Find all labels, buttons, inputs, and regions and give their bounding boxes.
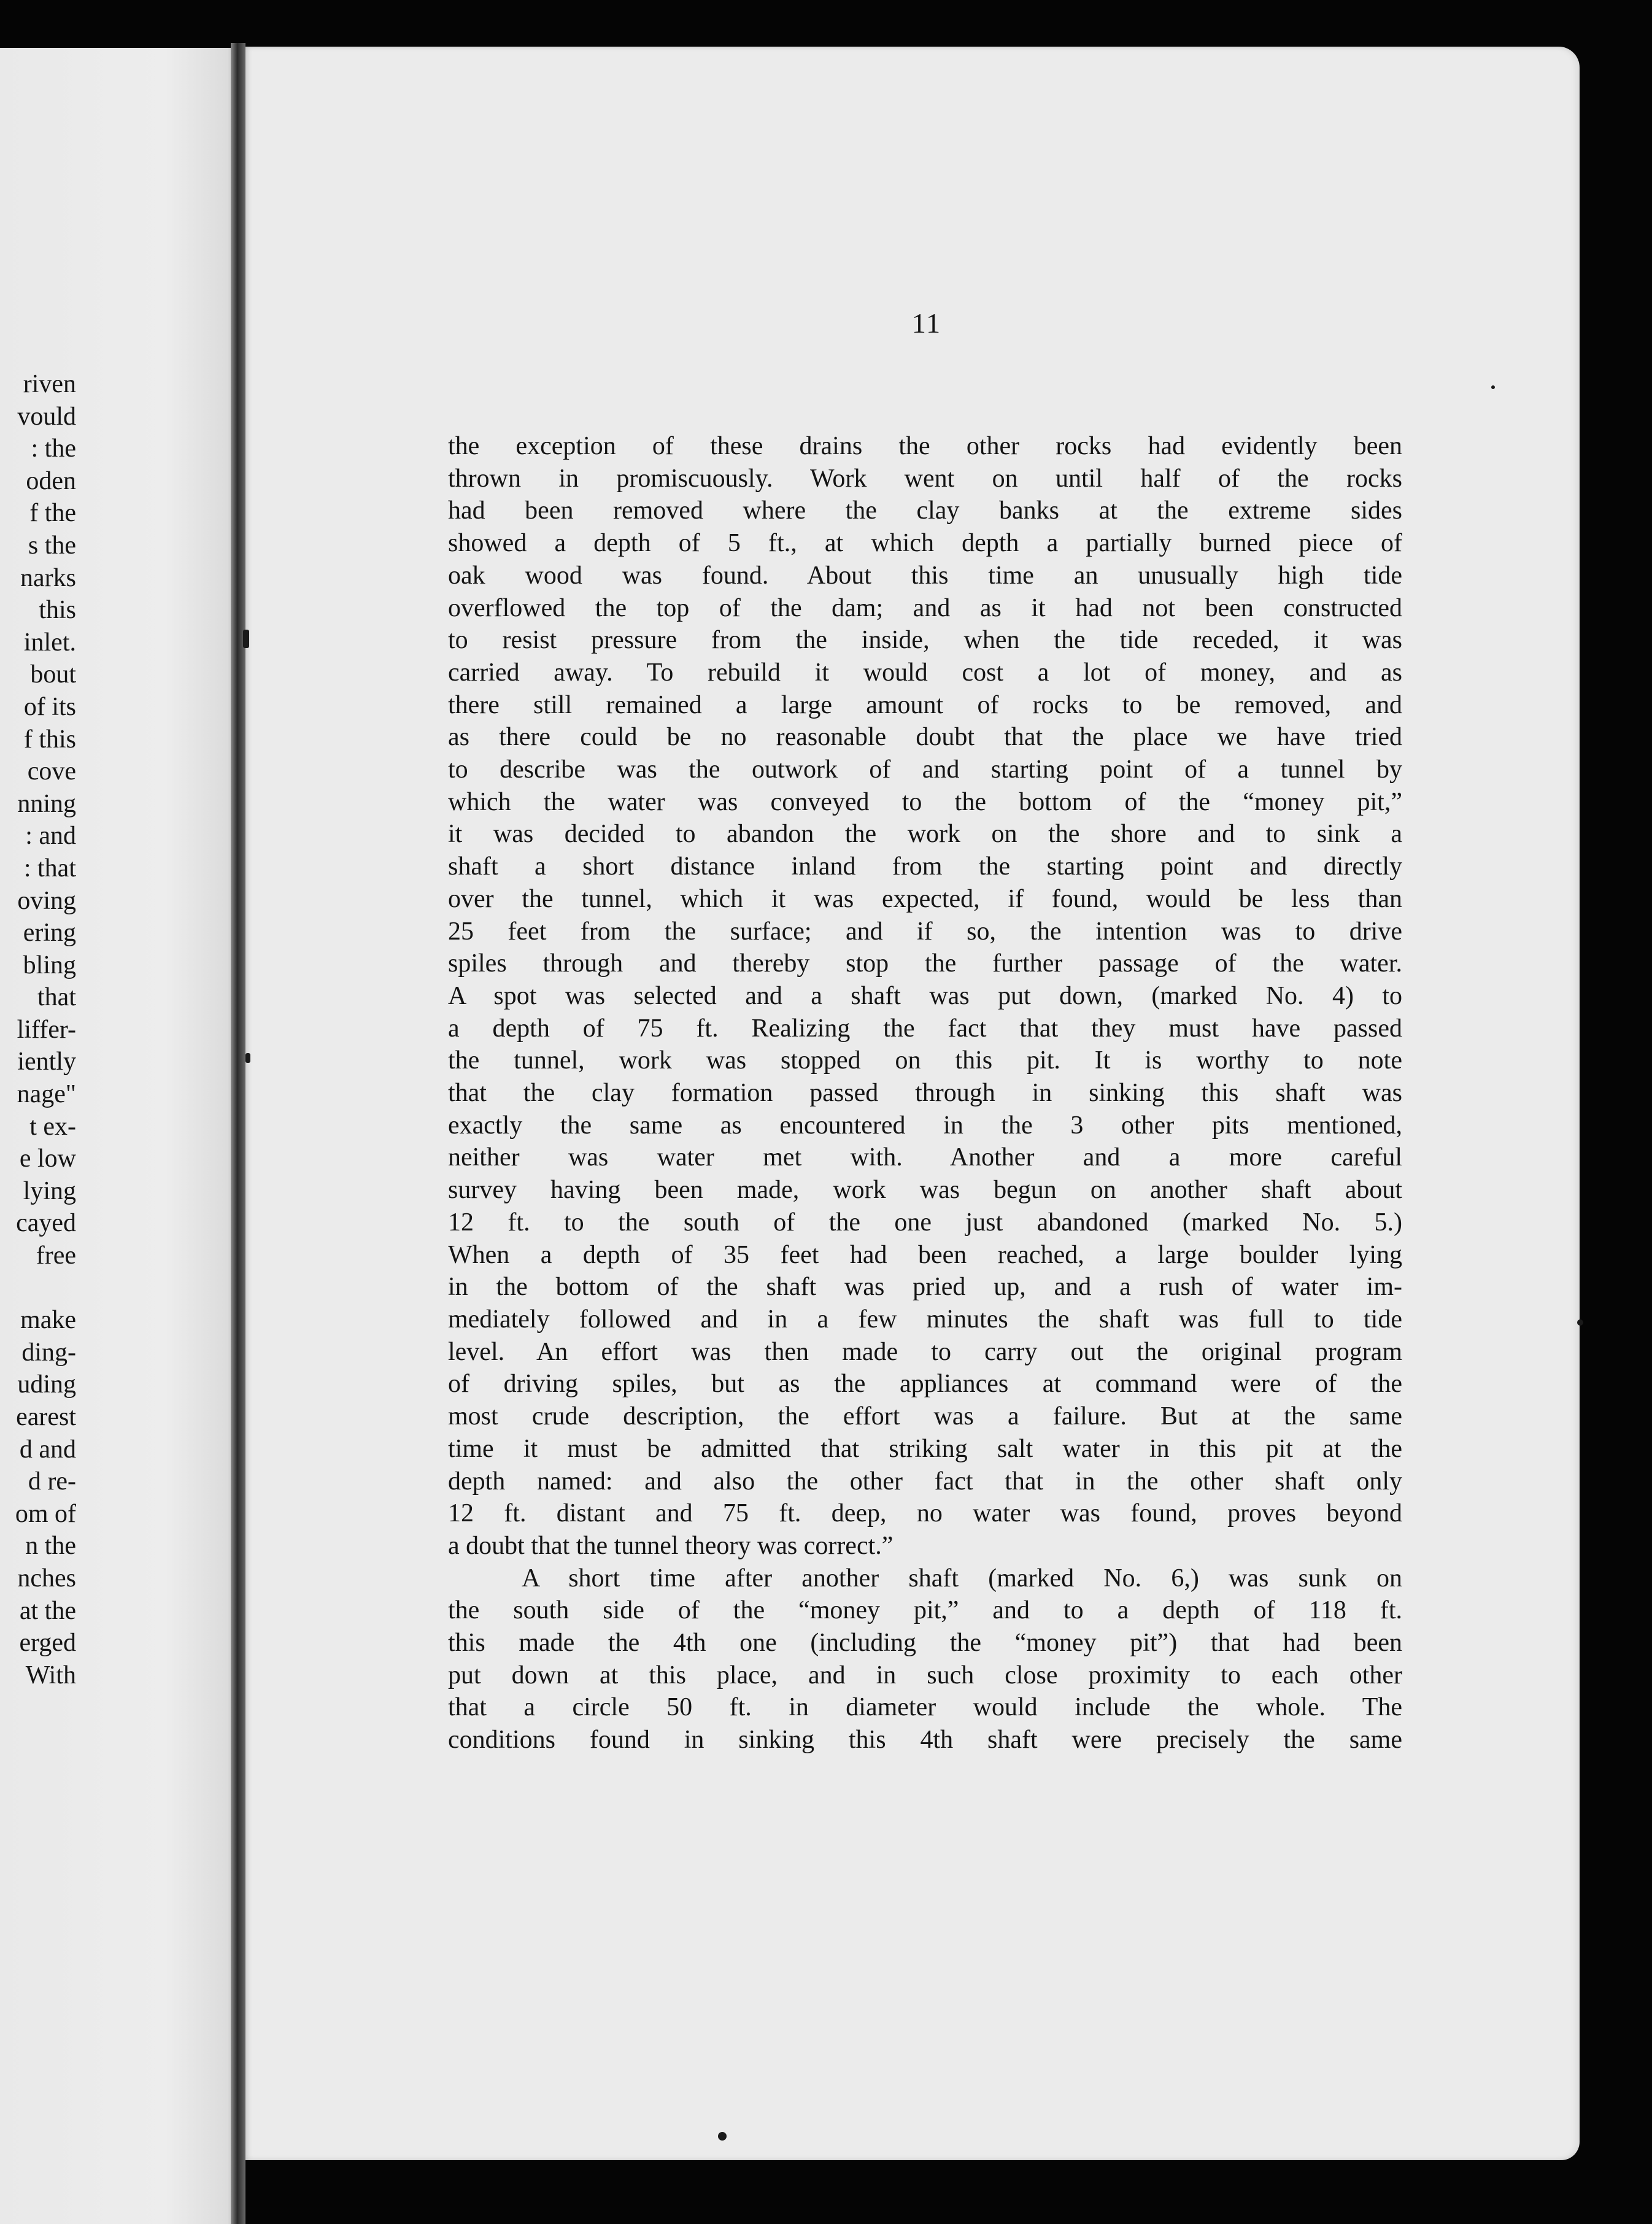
ink-speck	[1577, 1319, 1583, 1326]
previous-page-fragment: make	[20, 1306, 76, 1335]
previous-page-fragment: at the	[19, 1596, 76, 1625]
previous-page-fragment: oving	[17, 886, 76, 915]
previous-page-fragment: this	[39, 596, 76, 625]
previous-page-fragment: ering	[23, 919, 76, 948]
page-number: 11	[911, 307, 942, 339]
previous-page-fragment: d and	[19, 1435, 76, 1464]
previous-page-fragment: nches	[17, 1564, 76, 1593]
previous-page-fragment: n the	[25, 1532, 76, 1561]
book-gutter	[231, 43, 245, 2224]
previous-page-fragment: d re-	[28, 1467, 76, 1496]
previous-page-fragment: erged	[19, 1629, 76, 1658]
ink-speck	[245, 1053, 250, 1063]
text-line: most crude description, the effort was a failure. But at the same	[448, 1402, 1402, 1431]
text-line: a depth of 75 ft. Realizing the fact that they must have passed	[448, 1014, 1402, 1043]
previous-page-fragment	[0, 1272, 76, 1305]
book-page	[245, 47, 1580, 2160]
text-line: in the bottom of the shaft was pried up, and a rush of water im-	[448, 1273, 1402, 1302]
previous-page-fragment: oden	[26, 466, 76, 495]
text-line: there still remained a large amount of rocks to be removed, and	[448, 690, 1402, 719]
previous-page-fragment: e low	[19, 1145, 76, 1173]
ink-speck	[718, 2132, 727, 2141]
text-line: overflowed the top of the dam; and as it had not been constructed	[448, 593, 1402, 622]
previous-page-fragment: om of	[15, 1499, 76, 1528]
text-line-paragraph-end: a doubt that the tunnel theory was correct.”	[448, 1531, 894, 1560]
text-line: the exception of these drains the other rocks had evidently been	[448, 432, 1402, 460]
ink-speck	[1491, 385, 1495, 389]
text-line: 12 ft. distant and 75 ft. deep, no water was found, proves beyond	[448, 1499, 1402, 1528]
previous-page-fragment: f the	[29, 499, 76, 528]
text-line: oak wood was found. About this time an unusually high tide	[448, 561, 1402, 590]
text-line: level. An effort was then made to carry out the original program	[448, 1337, 1402, 1366]
previous-page-fragment: of its	[23, 692, 76, 721]
previous-page-fragment: f this	[23, 725, 76, 754]
text-line: carried away. To rebuild it would cost a lot of money, and as	[448, 658, 1402, 687]
text-line: to describe was the outwork of and starting point of a tunnel by	[448, 755, 1402, 784]
text-line: mediately followed and in a few minutes the shaft was full to tide	[448, 1305, 1402, 1334]
ink-speck	[243, 630, 249, 648]
text-line: had been removed where the clay banks at the extreme sides	[448, 496, 1402, 525]
text-line: exactly the same as encountered in the 3 other pits mentioned,	[448, 1111, 1402, 1140]
previous-page-fragment: nning	[17, 789, 76, 818]
previous-page-fragment: narks	[20, 563, 76, 592]
previous-page-fragment: bout	[30, 660, 76, 689]
text-line: that the clay formation passed through in sinking this shaft was	[448, 1079, 1402, 1108]
text-line: this made the 4th one (including the “money pit”) that had been	[448, 1629, 1402, 1658]
previous-page-fragment: riven	[23, 370, 76, 398]
previous-page-fragment: bling	[23, 951, 76, 979]
previous-page-fragment: nage"	[17, 1080, 76, 1109]
text-line: shaft a short distance inland from the starting point and directly	[448, 852, 1402, 881]
previous-page-fragment: With	[25, 1661, 76, 1689]
page-body-text	[448, 430, 1402, 1756]
previous-page-fragment: free	[36, 1241, 76, 1270]
previous-page-fragment: ding-	[21, 1338, 76, 1367]
text-line: thrown in promiscuously. Work went on until half of the rocks	[448, 464, 1402, 493]
text-line-paragraph-start: A short time after another shaft (marked No. 6,) was sunk on	[522, 1564, 1402, 1593]
previous-page-fragment: s the	[28, 531, 76, 560]
text-line: which the water was conveyed to the bottom of the “money pit,”	[448, 787, 1402, 816]
previous-page-fragment: : the	[31, 434, 76, 463]
previous-page-fragment: liffer-	[17, 1015, 76, 1044]
previous-page-fragment: inlet.	[23, 628, 76, 657]
text-line: showed a depth of 5 ft., at which depth a partially burned piece of	[448, 529, 1402, 558]
text-line: over the tunnel, which it was expected, if found, would be less than	[448, 884, 1402, 913]
previous-page-fragment: t ex-	[29, 1112, 76, 1141]
text-line: to resist pressure from the inside, when the tide receded, it was	[448, 626, 1402, 655]
text-line: as there could be no reasonable doubt that the place we have tried	[448, 723, 1402, 752]
text-line: of driving spiles, but as the appliances at command were of the	[448, 1370, 1402, 1399]
previous-page-fragment: vould	[17, 402, 76, 431]
text-line: conditions found in sinking this 4th shaft were precisely the same	[448, 1726, 1402, 1755]
text-line: When a depth of 35 feet had been reached, a large boulder lying	[448, 1240, 1402, 1269]
previous-page-edge	[0, 48, 237, 2224]
previous-page-text-fragments	[0, 368, 76, 1691]
text-line: 25 feet from the surface; and if so, the intention was to drive	[448, 917, 1402, 946]
text-line: put down at this place, and in such close proximity to each other	[448, 1661, 1402, 1689]
previous-page-fragment: lying	[23, 1176, 76, 1205]
previous-page-fragment: iently	[17, 1048, 76, 1076]
previous-page-fragment: cove	[27, 757, 76, 786]
previous-page-fragment: cayed	[16, 1209, 76, 1238]
previous-page-fragment: that	[37, 983, 76, 1012]
previous-page-fragment: : that	[23, 854, 76, 882]
text-line: A spot was selected and a shaft was put down, (marked No. 4) to	[448, 981, 1402, 1010]
text-line: spiles through and thereby stop the further passage of the water.	[448, 949, 1402, 978]
text-line: it was decided to abandon the work on the shore and to sink a	[448, 820, 1402, 849]
text-line: survey having been made, work was begun on another shaft about	[448, 1176, 1402, 1205]
previous-page-fragment: uding	[17, 1370, 76, 1399]
text-line: time it must be admitted that striking salt water in this pit at the	[448, 1434, 1402, 1463]
text-line: neither was water met with. Another and a more careful	[448, 1143, 1402, 1172]
text-line: that a circle 50 ft. in diameter would include the whole. The	[448, 1693, 1402, 1722]
text-line: 12 ft. to the south of the one just abandoned (marked No. 5.)	[448, 1208, 1402, 1237]
text-line: depth named: and also the other fact that in the other shaft only	[448, 1467, 1402, 1496]
previous-page-fragment: : and	[25, 822, 76, 851]
previous-page-fragment: earest	[16, 1403, 76, 1431]
text-line: the south side of the “money pit,” and to a depth of 118 ft.	[448, 1596, 1402, 1625]
text-line: the tunnel, work was stopped on this pit. It is worthy to note	[448, 1046, 1402, 1075]
